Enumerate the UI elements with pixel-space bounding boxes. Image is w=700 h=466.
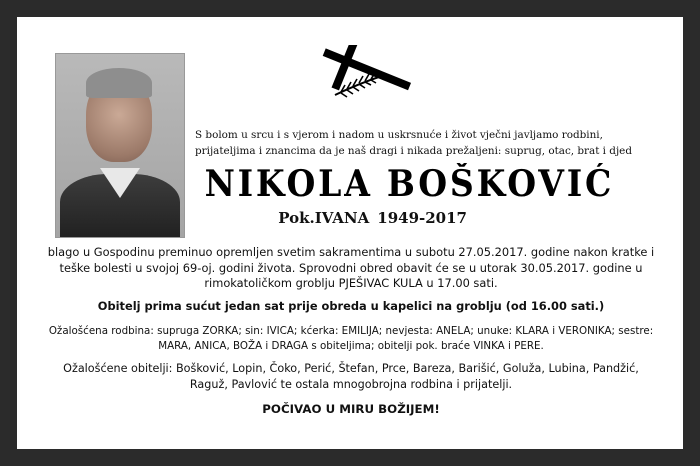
life-years: 1949-2017 [377, 209, 467, 227]
closing-prayer: POČIVAO U MIRU BOŽIJEM! [262, 402, 440, 416]
death-announcement: blago u Gospodinu preminuo opremljen svetim sakramentima u subotu 27.05.2017. godine nakon kratke i teške bolesti u svojoj 69-oj. godini života. Sprovodni obred obavit će se u utorak 30.05.2017. godine u rimokatoličkom groblju PJEŠIVAC KULA u 17.00 sati. [47, 245, 655, 290]
obituary-card [17, 17, 683, 449]
intro-text: S bolom u srcu i s vjerom i nadom u uskrsnuće i život vječni javljamo rodbini, prijateljima i znancima da je naš dragi i nikada prežaljeni: suprug, otac, brat i djed [195, 129, 632, 157]
portrait-photo [55, 53, 185, 238]
parent-and-years [195, 209, 467, 227]
parent-name: Pok.IVANA [278, 209, 370, 227]
mourning-family-list: Ožalošćena rodbina: supruga ZORKA; sin: IVICA; kćerka: EMILIJA; nevjesta: ANELA; unuke: KLARA i VERONIKA; sestre: MARA, ANICA, BOŽA i DRAGA s obiteljima; obitelji pok. braće VINKA i PERE. [48, 325, 654, 352]
mourning-families-list: Ožalošćene obitelji: Bošković, Lopin, Čoko, Perić, Štefan, Prce, Bareza, Barišić, Goluža, Lubina, Pandžić, Raguž, Pavlović te ostala mnogobrojna rodbina i prijatelji. [63, 362, 639, 391]
deceased-name: NIKOLA BOŠKOVIĆ [204, 163, 615, 205]
cross-with-palm-icon [315, 45, 415, 103]
condolence-info: Obitelj prima sućut jedan sat prije obreda u kapelici na groblju (od 16.00 sati.) [97, 299, 605, 313]
